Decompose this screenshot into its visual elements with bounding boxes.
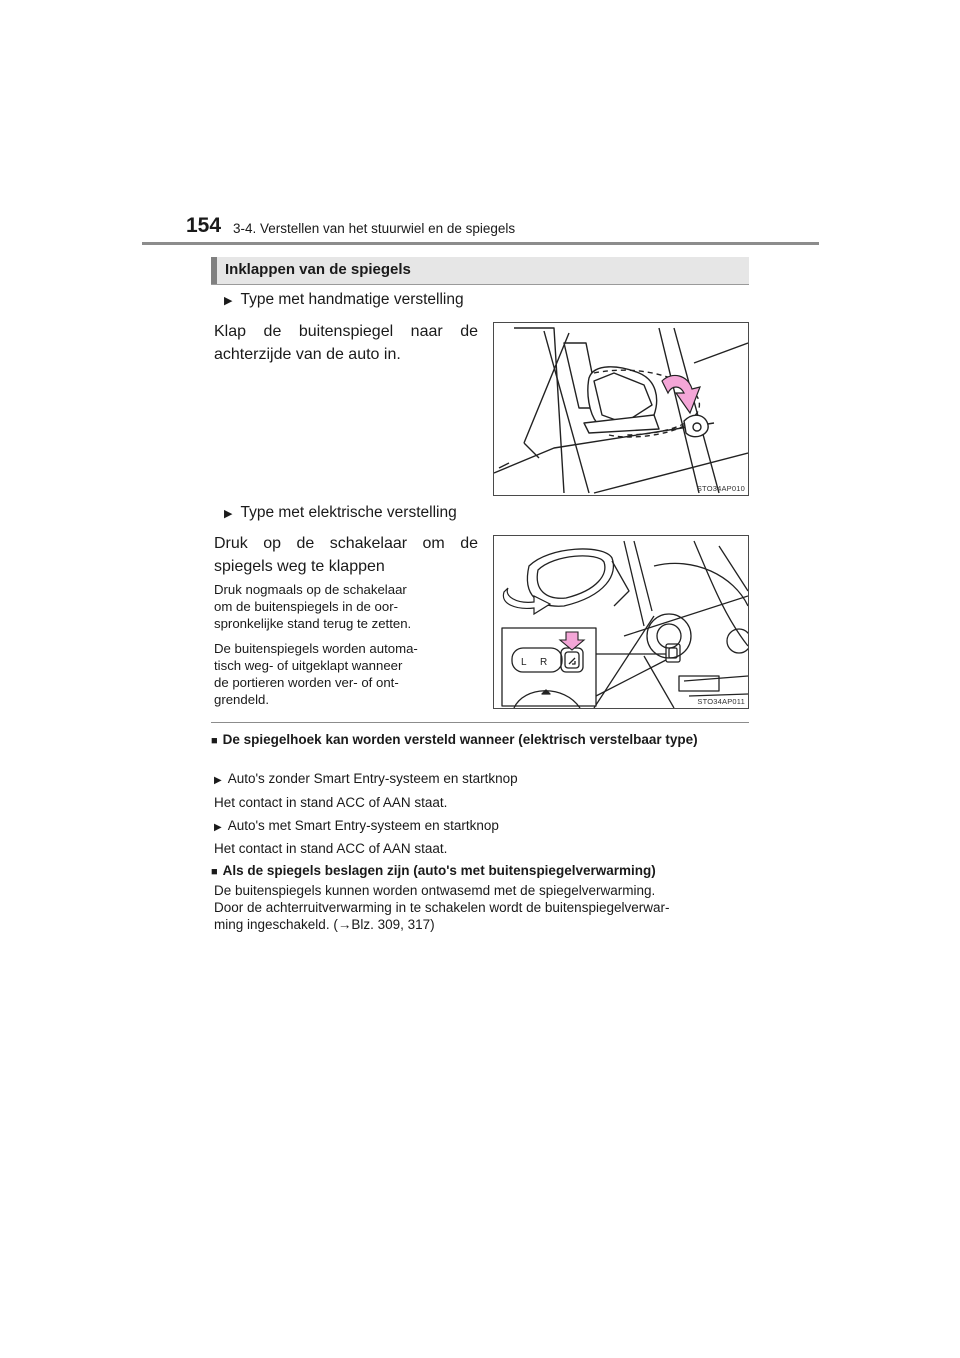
section-heading-bar	[211, 257, 217, 284]
manual-instruction: Klap de buitenspiegel naar de achterzijde van de auto in.	[214, 323, 478, 363]
triangle-bullet-icon: ▶	[224, 507, 233, 520]
note-angle-item-1	[214, 770, 518, 789]
electric-type-label: Type met elektrische verstelling	[240, 504, 457, 521]
note-line: om de buitenspiegels in de oor-	[214, 599, 399, 614]
note-line: De buitenspiegels worden automa-	[214, 641, 418, 656]
section-divider	[211, 722, 749, 723]
triangle-bullet-icon: ▶	[224, 294, 233, 307]
switch-left-label: L	[521, 657, 527, 668]
note-line: tisch weg- of uitgeklapt wanneer	[214, 658, 403, 673]
text-line: ming ingeschakeld. (→Blz. 309, 317)	[214, 917, 435, 932]
note-line: spronkelijke stand terug te zetten.	[214, 616, 412, 631]
triangle-bullet-icon: ▶	[214, 775, 222, 786]
note-angle-item-2-text: Het contact in stand ACC of AAN staat.	[214, 841, 448, 856]
note-angle	[211, 731, 749, 750]
figure-manual-mirror	[493, 322, 749, 496]
electric-note-1	[214, 581, 478, 632]
note-fog-text	[214, 882, 749, 933]
electric-note-2	[214, 640, 478, 708]
figure-code: STO34AP010	[696, 484, 745, 493]
chapter-title: 3-4. Verstellen van het stuurwiel en de spiegels	[233, 221, 516, 236]
electric-instruction: Druk op de schakelaar om de spiegels weg te klappen	[214, 535, 478, 575]
mirror-fold-illustration	[494, 323, 748, 495]
section-heading	[211, 257, 749, 285]
note-line: Druk nogmaals op de schakelaar	[214, 582, 407, 597]
text-line: De buitenspiegels kunnen worden ontwasemd met de spiegelverwarming.	[214, 883, 656, 898]
triangle-bullet-icon: ▶	[214, 822, 222, 833]
note-line: grendeld.	[214, 692, 269, 707]
square-bullet-icon: ■	[211, 866, 218, 878]
mirror-switch-illustration	[494, 536, 748, 708]
figure-code: STO34AP011	[697, 697, 745, 706]
section-title: Inklappen van de spiegels	[225, 261, 411, 278]
manual-type-item	[224, 291, 464, 309]
note-angle-item-2	[214, 817, 499, 836]
note-fog-heading	[211, 862, 749, 881]
manual-type-label: Type met handmatige verstelling	[240, 291, 464, 308]
item-label: Auto's met Smart Entry-systeem en startknop	[227, 818, 499, 833]
figure-electric-mirror	[493, 535, 749, 709]
note-fog	[211, 862, 749, 881]
note-fog-heading-text: Als de spiegels beslagen zijn (auto's met buitenspiegelverwarming)	[222, 863, 656, 878]
note-line: de portieren worden ver- of ont-	[214, 675, 399, 690]
header-rule	[142, 242, 819, 245]
text-line: Door de achterruitverwarming in te schakelen wordt de buitenspiegelverwar-	[214, 900, 670, 915]
note-angle-heading	[211, 731, 749, 750]
square-bullet-icon: ■	[211, 735, 218, 747]
note-angle-heading-text: De spiegelhoek kan worden versteld wanneer (elektrisch verstelbaar type)	[222, 732, 698, 747]
fold-arrow-icon	[662, 375, 700, 413]
electric-type-item	[224, 504, 457, 522]
item-label: Auto's zonder Smart Entry-systeem en startknop	[227, 771, 518, 786]
switch-right-label: R	[540, 657, 548, 668]
page-number: 154	[186, 214, 222, 237]
note-angle-item-1-text: Het contact in stand ACC of AAN staat.	[214, 795, 448, 810]
